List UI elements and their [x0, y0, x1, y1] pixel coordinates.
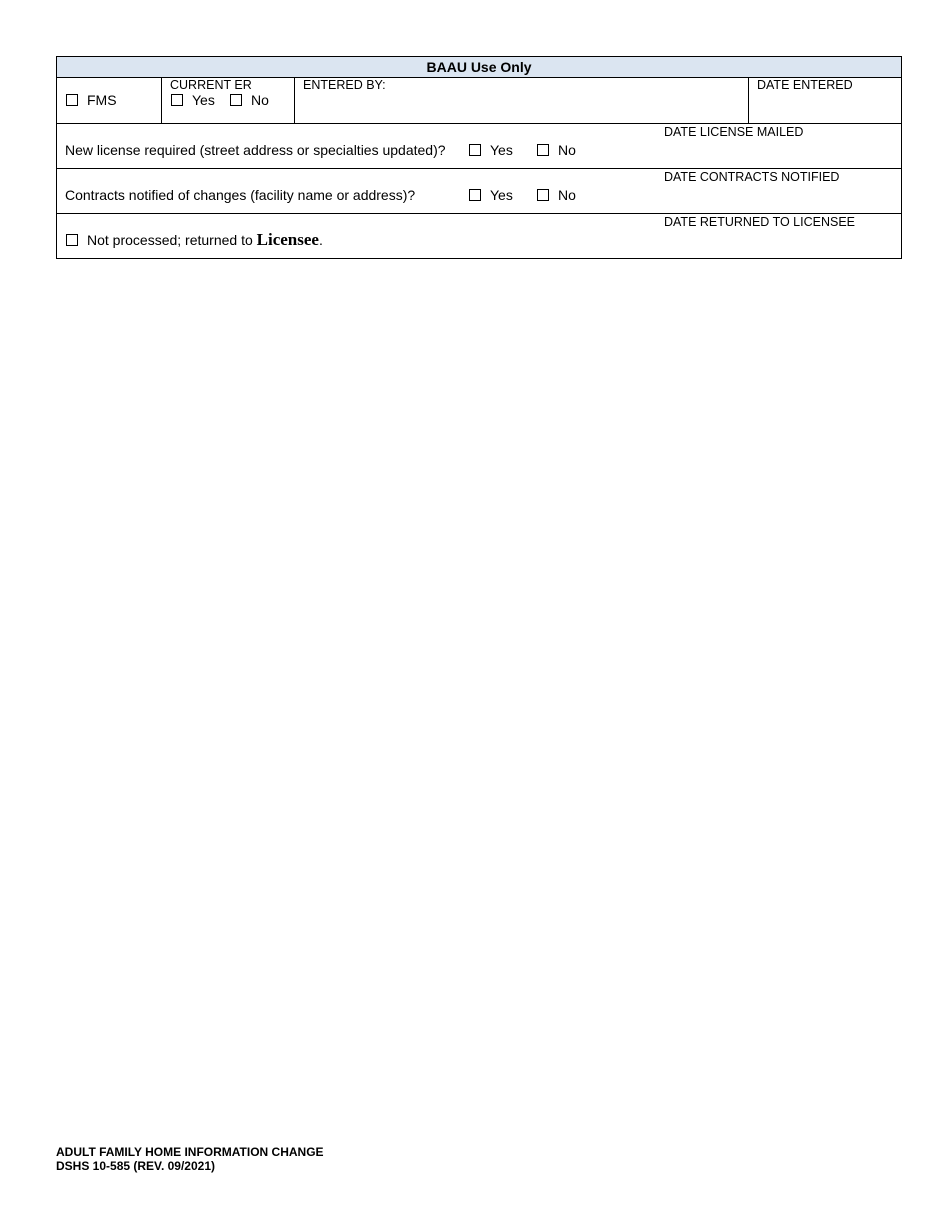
- current-er-yes-option[interactable]: [171, 92, 215, 108]
- contracts-no-label: No: [558, 187, 576, 203]
- entered-by-label: ENTERED BY:: [303, 78, 386, 92]
- form-title: ADULT FAMILY HOME INFORMATION CHANGE: [56, 1145, 324, 1159]
- form-number: DSHS 10-585 (REV. 09/2021): [56, 1159, 215, 1173]
- date-entered-label: DATE ENTERED: [757, 78, 853, 92]
- new-license-yes-label: Yes: [490, 142, 513, 158]
- contracts-yes-checkbox[interactable]: [469, 189, 481, 201]
- not-processed-suffix: .: [318, 232, 323, 248]
- not-processed-option[interactable]: [66, 230, 323, 250]
- row-not-processed: [57, 214, 901, 258]
- contracts-notified-question: Contracts notified of changes (facility name or address)?: [65, 187, 416, 203]
- current-er-label: CURRENT ER: [170, 78, 252, 92]
- row-contracts-notified: [57, 169, 901, 214]
- fms-checkbox[interactable]: [66, 94, 78, 106]
- not-processed-checkbox[interactable]: [66, 234, 78, 246]
- new-license-yes-checkbox[interactable]: [469, 144, 481, 156]
- baau-use-only-table: [56, 56, 902, 259]
- fms-cell: [57, 78, 162, 123]
- fms-option[interactable]: [66, 92, 117, 108]
- entered-by-cell[interactable]: [295, 78, 749, 123]
- table-header: BAAU Use Only: [57, 57, 901, 78]
- fms-label: FMS: [87, 92, 117, 108]
- date-returned-label: DATE RETURNED TO LICENSEE: [664, 215, 856, 229]
- new-license-no-option[interactable]: [537, 142, 576, 158]
- contracts-yes-label: Yes: [490, 187, 513, 203]
- row-entry-info: [57, 78, 901, 124]
- row-new-license: [57, 124, 901, 169]
- current-er-yes-label: Yes: [192, 92, 215, 108]
- date-entered-cell[interactable]: [749, 78, 901, 123]
- date-license-mailed-label: DATE LICENSE MAILED: [664, 125, 804, 139]
- form-footer: [56, 1145, 324, 1173]
- not-processed-text: [87, 230, 323, 250]
- new-license-no-checkbox[interactable]: [537, 144, 549, 156]
- date-contracts-notified-label: DATE CONTRACTS NOTIFIED: [664, 170, 840, 184]
- current-er-no-option[interactable]: [230, 92, 269, 108]
- current-er-no-label: No: [251, 92, 269, 108]
- contracts-no-option[interactable]: [537, 187, 576, 203]
- not-processed-prefix: Not processed; returned to: [87, 232, 257, 248]
- new-license-yes-option[interactable]: [469, 142, 513, 158]
- current-er-no-checkbox[interactable]: [230, 94, 242, 106]
- new-license-no-label: No: [558, 142, 576, 158]
- current-er-cell: [162, 78, 295, 123]
- contracts-no-checkbox[interactable]: [537, 189, 549, 201]
- current-er-yes-checkbox[interactable]: [171, 94, 183, 106]
- contracts-yes-option[interactable]: [469, 187, 513, 203]
- licensee-emphasis: Licensee: [256, 230, 319, 249]
- new-license-question: New license required (street address or specialties updated)?: [65, 142, 446, 158]
